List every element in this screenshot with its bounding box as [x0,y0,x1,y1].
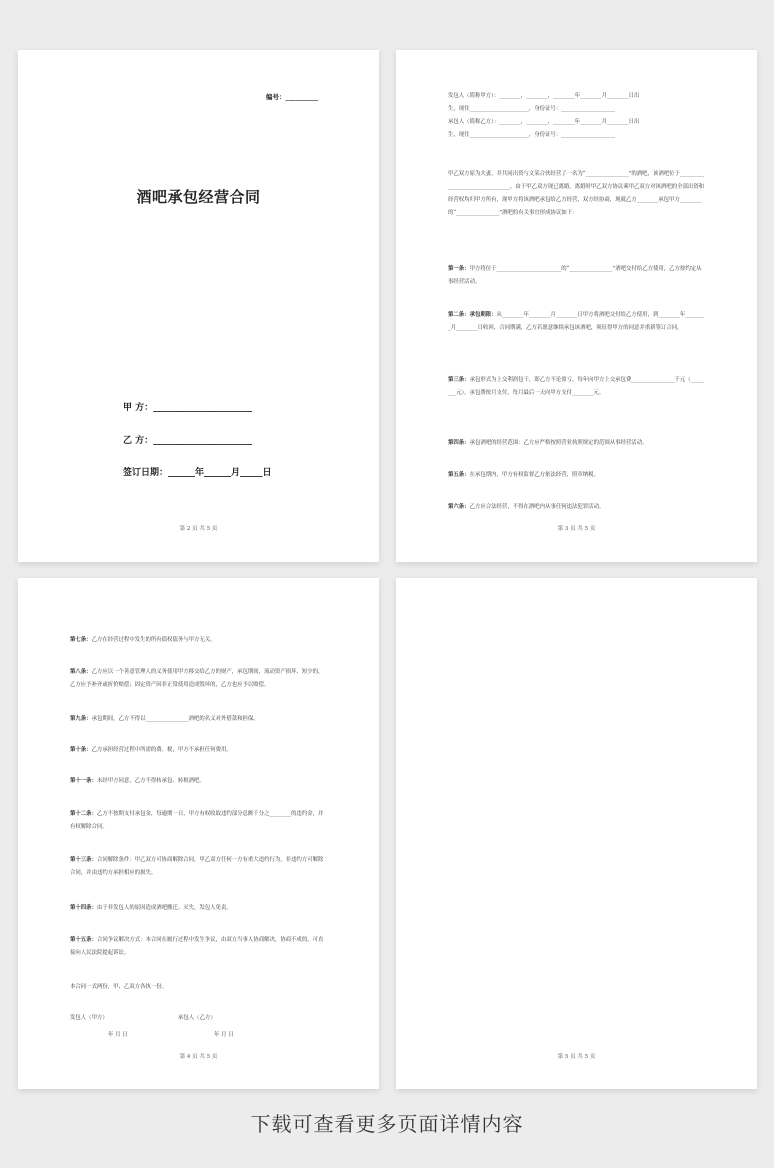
article-11: 第十一条：未经甲方同意，乙方不得转承包、转租酒吧。 [70,778,205,784]
article-10: 第十条：乙方承担经营过程中所需的费、税，甲方不承担任何费用。 [70,747,232,753]
article-6: 第六条：乙方应合法经营，不得在酒吧内从事任何违法犯罪活动。 [448,504,605,510]
signature-date-a: 年 月 日 [108,1032,128,1038]
party-a-address: 生，现住______________________，身份证号：____________________ [448,106,616,112]
party-a-line: 甲 方：______________________ [123,403,253,413]
article-14: 第十四条：由于非发包人的原因造成酒吧搬迁、灭失，发包人免责。 [70,905,232,911]
closing-clause: 本合同一式两份，甲、乙双方各执一份。 [70,984,168,990]
page-number: 第 2 页 共 5 页 [179,526,218,532]
article-7: 第七条：乙方在经营过程中发生的所有债权债务与甲方无关。 [70,637,216,643]
party-b-line: 乙 方：______________________ [123,436,253,446]
page-number: 第 5 页 共 5 页 [557,1054,596,1060]
download-caption: 下载可查看更多页面详情内容 [250,1112,524,1136]
sign-date-line: 签订日期：______年______月_____日 [123,468,272,478]
article-5: 第五条：在承包期内，甲方有权监督乙方依法经营，照章纳税。 [448,472,599,478]
party-info [448,90,706,142]
contract-page-3 [396,50,757,562]
preamble: 甲乙双方原为夫妻，并共同出资与文某合伙经营了一名为“________________”的酒吧，该酒吧位于________________________________，由于甲乙双方现已离婚，离婚时甲乙双方协议乘甲乙双方对该酒吧的全部出资和经营权均归甲方所有，现甲方将该酒吧承包给乙方经营，双方经协商，现就乙方________承包甲方________的“________________”酒吧的有关事宜形成协议如下： [448,171,705,216]
signature-date-b: 年 月 日 [214,1032,234,1038]
party-b-info: 承包人（简称乙方）：________，________，________年________月________日出 [448,119,640,125]
page-number: 第 3 页 共 5 页 [557,526,596,532]
article-9: 第九条：承包期间，乙方不得以________________酒吧的名义对外借款和担保。 [70,716,259,722]
article-12: 第十二条：乙方不按期支付承包金，每逾期一日，甲方有权收取违约部分总额千分之________的违约金，并有权解除合同。 [70,811,324,830]
page-number: 第 4 页 共 5 页 [179,1054,218,1060]
article-4: 第四条：承包酒吧的经营范围：乙方应严格按照营业执照规定的范围从事经营活动。 [448,440,648,446]
contract-page-4 [18,578,379,1089]
contract-title: 酒吧承包经营合同 [136,188,261,206]
article-2: 第二条：承包期限：从________年________月________日甲方将酒吧交付给乙方使用，到________年________月________日收回，合同期满，乙方若愿意继续承包该酒吧，须征得甲方的同意并重新签订合同。 [448,312,705,331]
contract-number: 编号：__________ [266,93,318,101]
article-8: 第八条：乙方应以一个善意管理人的义务使用甲方移交给乙方的财产，承包期间，流动资产损坏、短少的，乙方应予补齐或折价赔偿；固定资产因非正常使用造成毁坏的，乙方也应予以赔偿。 [70,669,324,688]
party-a-info: 发包人（简称甲方）：________，________，________年________月________日出 [448,93,640,99]
cover-page [18,50,379,562]
contract-page-5 [396,578,757,1089]
article-3: 第三条：承包形式为上交利润包干，即乙方不论盈亏，每年向甲方上交承包费________________千元（________元），承包费按月支付，每月最后一天向甲方支付________元。 [448,377,705,396]
signature-party-a: 发包人（甲方） [70,1015,108,1021]
signature-party-b: 承包人（乙方） [178,1015,216,1021]
article-15: 第十五条：合同争议解决方式：本合同在履行过程中发生争议，由双方当事人协商解决，协商不成的，可直接向人民法院提起诉讼。 [70,937,324,956]
article-13: 第十三条：合同解除条件：甲乙双方可协商解除合同，甲乙双方任何一方有重大违约行为，非违约方可解除合同，并由违约方承担相应的损失。 [70,857,324,876]
party-b-address: 生，现住______________________，身份证号：____________________ [448,132,616,138]
article-1: 第一条：甲方将位于________________________的“________________”酒吧交付给乙方使用，乙方按约定从事经营活动。 [448,266,702,285]
